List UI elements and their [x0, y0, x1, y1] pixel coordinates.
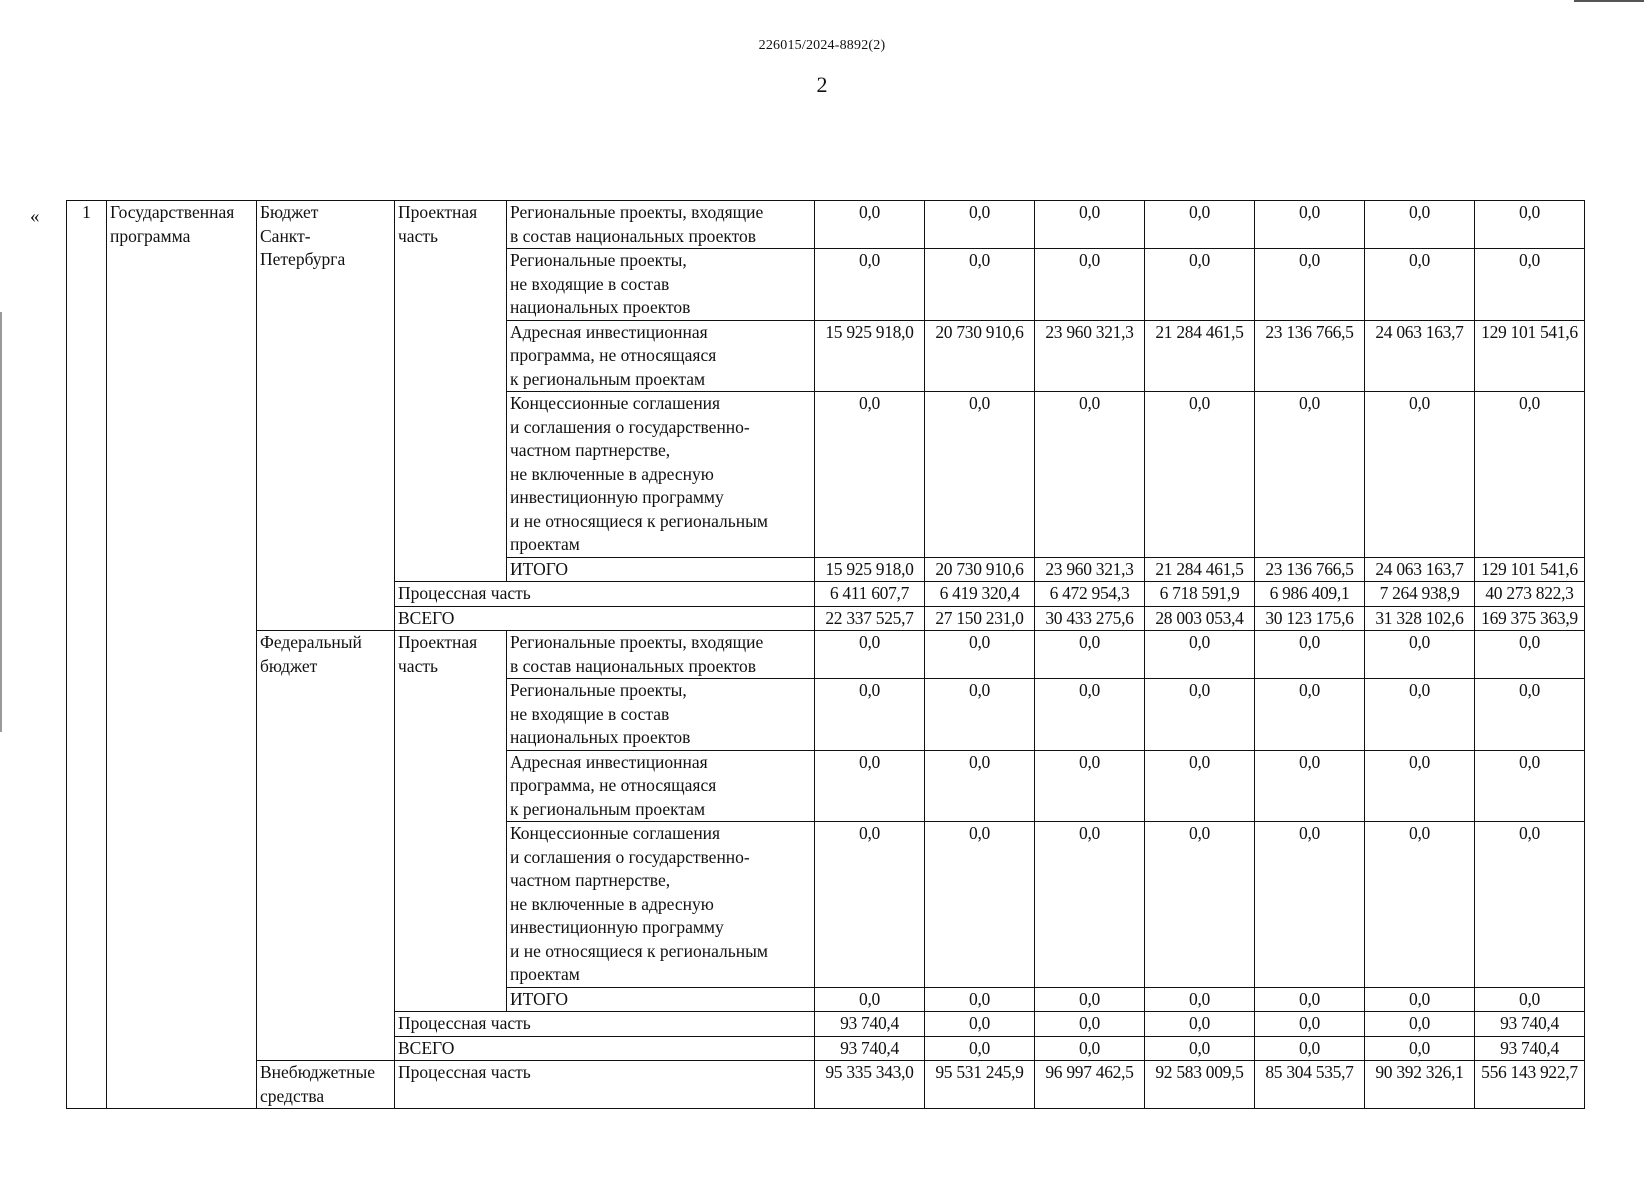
value-cell: 0,0 [1255, 822, 1365, 988]
value-cell: 24 063 163,7 [1365, 320, 1475, 392]
value-cell: 0,0 [1365, 750, 1475, 822]
value-cell: 0,0 [925, 249, 1035, 321]
value-cell: 0,0 [1365, 249, 1475, 321]
value-cell: 0,0 [1255, 987, 1365, 1012]
value-cell: 28 003 053,4 [1145, 606, 1255, 631]
value-cell: 129 101 541,6 [1475, 557, 1585, 582]
item-label-cell: Концессионные соглашения и соглашения о государственно- частном партнерстве, не включенные в адресную инвестиционную программу и не относящиеся к региональным проектам [507, 822, 815, 988]
value-cell: 0,0 [1255, 631, 1365, 679]
value-cell: 0,0 [815, 822, 925, 988]
value-cell: 6 411 607,7 [815, 582, 925, 607]
page-number: 2 [816, 72, 828, 97]
value-cell: 6 419 320,4 [925, 582, 1035, 607]
value-cell: 6 986 409,1 [1255, 582, 1365, 607]
value-cell: 129 101 541,6 [1475, 320, 1585, 392]
value-cell: 0,0 [1145, 392, 1255, 558]
value-cell: 0,0 [815, 750, 925, 822]
value-cell: 0,0 [1255, 1036, 1365, 1061]
value-cell: 95 335 343,0 [815, 1061, 925, 1109]
value-cell: 0,0 [1255, 249, 1365, 321]
value-cell: 0,0 [1035, 679, 1145, 751]
value-cell: 0,0 [925, 392, 1035, 558]
subtotal-label-cell: ИТОГО [507, 987, 815, 1012]
value-cell: 30 433 275,6 [1035, 606, 1145, 631]
item-label-cell: Региональные проекты, входящие в состав национальных проектов [507, 631, 815, 679]
value-cell: 0,0 [925, 1012, 1035, 1037]
value-cell: 93 740,4 [1475, 1036, 1585, 1061]
project-part-label-federal: Проектная часть [395, 631, 507, 1012]
value-cell: 0,0 [1475, 679, 1585, 751]
project-part-label-spb: Проектная часть [395, 201, 507, 582]
value-cell: 0,0 [1475, 249, 1585, 321]
value-cell: 0,0 [1365, 392, 1475, 558]
value-cell: 0,0 [1145, 1012, 1255, 1037]
value-cell: 21 284 461,5 [1145, 320, 1255, 392]
value-cell: 0,0 [1365, 987, 1475, 1012]
value-cell: 0,0 [1475, 631, 1585, 679]
value-cell: 0,0 [1475, 750, 1585, 822]
value-cell: 0,0 [1145, 201, 1255, 249]
source-label-extrabudgetary: Внебюджетные средства [257, 1061, 395, 1109]
value-cell: 0,0 [1035, 1036, 1145, 1061]
value-cell: 15 925 918,0 [815, 557, 925, 582]
value-cell: 0,0 [815, 249, 925, 321]
item-label-cell: Адресная инвестиционная программа, не относящаяся к региональным проектам [507, 750, 815, 822]
value-cell: 0,0 [1365, 1036, 1475, 1061]
process-part-label-cell: Процессная часть [395, 582, 815, 607]
item-label-cell: Концессионные соглашения и соглашения о государственно- частном партнерстве, не включенные в адресную инвестиционную программу и не относящиеся к региональным проектам [507, 392, 815, 558]
financing-table [66, 200, 1585, 1109]
item-label-cell: Региональные проекты, входящие в состав национальных проектов [507, 201, 815, 249]
source-label-federal-budget: Федеральный бюджет [257, 631, 395, 1061]
table-row [67, 1061, 1585, 1109]
value-cell: 6 718 591,9 [1145, 582, 1255, 607]
value-cell: 0,0 [1255, 679, 1365, 751]
item-label-cell: Региональные проекты, не входящие в состав национальных проектов [507, 679, 815, 751]
value-cell: 0,0 [1035, 392, 1145, 558]
value-cell: 0,0 [925, 679, 1035, 751]
value-cell: 0,0 [925, 750, 1035, 822]
value-cell: 0,0 [925, 987, 1035, 1012]
value-cell: 0,0 [1145, 679, 1255, 751]
value-cell: 0,0 [1145, 1036, 1255, 1061]
value-cell: 0,0 [1145, 631, 1255, 679]
value-cell: 31 328 102,6 [1365, 606, 1475, 631]
total-label-cell: ВСЕГО [395, 606, 815, 631]
value-cell: 0,0 [1475, 987, 1585, 1012]
value-cell: 0,0 [1035, 1012, 1145, 1037]
value-cell: 0,0 [1365, 1012, 1475, 1037]
opening-quote-mark: « [30, 206, 40, 227]
value-cell: 21 284 461,5 [1145, 557, 1255, 582]
value-cell: 23 136 766,5 [1255, 557, 1365, 582]
row-number-cell: 1 [67, 201, 107, 1109]
value-cell: 0,0 [815, 201, 925, 249]
value-cell: 0,0 [1035, 249, 1145, 321]
value-cell: 0,0 [1475, 822, 1585, 988]
table-row [67, 201, 1585, 249]
value-cell: 40 273 822,3 [1475, 582, 1585, 607]
value-cell: 0,0 [1145, 822, 1255, 988]
program-label-cell: Государственная программа [107, 201, 257, 1109]
value-cell: 30 123 175,6 [1255, 606, 1365, 631]
value-cell: 0,0 [815, 392, 925, 558]
subtotal-label-cell: ИТОГО [507, 557, 815, 582]
value-cell: 0,0 [1145, 750, 1255, 822]
value-cell: 0,0 [1255, 201, 1365, 249]
value-cell: 90 392 326,1 [1365, 1061, 1475, 1109]
total-label-cell: ВСЕГО [395, 1036, 815, 1061]
process-part-label-cell: Процессная часть [395, 1012, 815, 1037]
value-cell: 24 063 163,7 [1365, 557, 1475, 582]
item-label-cell: Адресная инвестиционная программа, не относящаяся к региональным проектам [507, 320, 815, 392]
value-cell: 0,0 [1365, 679, 1475, 751]
value-cell: 27 150 231,0 [925, 606, 1035, 631]
value-cell: 20 730 910,6 [925, 557, 1035, 582]
value-cell: 93 740,4 [1475, 1012, 1585, 1037]
value-cell: 0,0 [1035, 987, 1145, 1012]
value-cell: 0,0 [1035, 201, 1145, 249]
value-cell: 96 997 462,5 [1035, 1061, 1145, 1109]
value-cell: 0,0 [1365, 822, 1475, 988]
financing-table-body [67, 201, 1585, 1109]
value-cell: 0,0 [815, 631, 925, 679]
table-row [67, 631, 1585, 679]
value-cell: 0,0 [925, 1036, 1035, 1061]
value-cell: 93 740,4 [815, 1012, 925, 1037]
scan-edge-mark [1574, 0, 1644, 2]
value-cell: 0,0 [925, 201, 1035, 249]
value-cell: 0,0 [925, 631, 1035, 679]
scan-left-edge-mark [0, 312, 2, 732]
value-cell: 93 740,4 [815, 1036, 925, 1061]
value-cell: 7 264 938,9 [1365, 582, 1475, 607]
value-cell: 0,0 [1255, 1012, 1365, 1037]
value-cell: 0,0 [1365, 201, 1475, 249]
value-cell: 0,0 [1365, 631, 1475, 679]
value-cell: 20 730 910,6 [925, 320, 1035, 392]
value-cell: 0,0 [925, 822, 1035, 988]
value-cell: 0,0 [1255, 750, 1365, 822]
value-cell: 0,0 [1145, 249, 1255, 321]
process-part-label-cell: Процессная часть [395, 1061, 815, 1109]
value-cell: 169 375 363,9 [1475, 606, 1585, 631]
value-cell: 95 531 245,9 [925, 1061, 1035, 1109]
value-cell: 85 304 535,7 [1255, 1061, 1365, 1109]
value-cell: 0,0 [1255, 392, 1365, 558]
value-cell: 0,0 [1145, 987, 1255, 1012]
value-cell: 0,0 [1475, 392, 1585, 558]
source-label-spb-budget: Бюджет Санкт- Петербурга [257, 201, 395, 631]
value-cell: 6 472 954,3 [1035, 582, 1145, 607]
document-registration-number: 226015/2024-8892(2) [758, 38, 886, 53]
value-cell: 0,0 [815, 987, 925, 1012]
value-cell: 556 143 922,7 [1475, 1061, 1585, 1109]
value-cell: 92 583 009,5 [1145, 1061, 1255, 1109]
value-cell: 23 960 321,3 [1035, 320, 1145, 392]
value-cell: 22 337 525,7 [815, 606, 925, 631]
value-cell: 0,0 [1035, 822, 1145, 988]
value-cell: 23 136 766,5 [1255, 320, 1365, 392]
value-cell: 0,0 [1035, 631, 1145, 679]
value-cell: 0,0 [1035, 750, 1145, 822]
value-cell: 0,0 [1475, 201, 1585, 249]
item-label-cell: Региональные проекты, не входящие в состав национальных проектов [507, 249, 815, 321]
value-cell: 15 925 918,0 [815, 320, 925, 392]
value-cell: 23 960 321,3 [1035, 557, 1145, 582]
value-cell: 0,0 [815, 679, 925, 751]
